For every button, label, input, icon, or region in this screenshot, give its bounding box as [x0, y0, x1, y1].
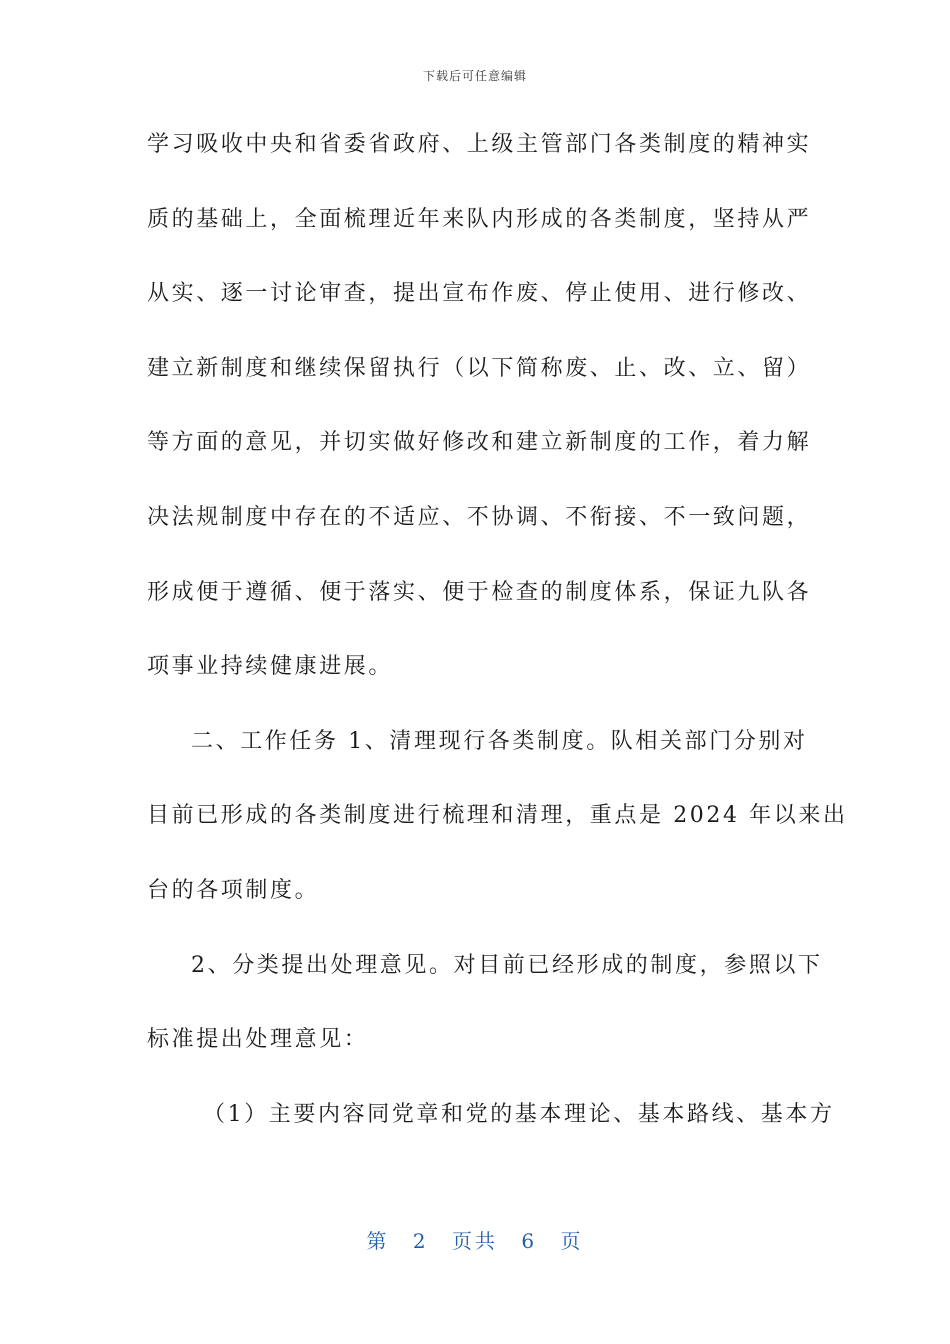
body-line: 从实、逐一讨论审查，提出宣布作废、停止使用、进行修改、 — [147, 281, 812, 307]
body-line: 决法规制度中存在的不适应、不协调、不衔接、不一致问题， — [147, 504, 812, 530]
body-line: （1）主要内容同党章和党的基本理论、基本路线、基本方 — [203, 1101, 835, 1127]
document-body — [147, 127, 848, 1171]
page-label-mid: 页共 — [452, 1229, 498, 1253]
current-page-number: 2 — [412, 1229, 429, 1253]
page-label-prefix: 第 — [366, 1229, 390, 1253]
body-line: 标准提出处理意见： — [147, 1027, 369, 1053]
header-note: 下载后可任意编辑 — [422, 69, 527, 83]
page-number-footer — [0, 1225, 950, 1254]
body-line: 项事业持续健康进展。 — [147, 654, 394, 680]
body-line: 形成便于遵循、便于落实、便于检查的制度体系，保证九队各 — [147, 579, 812, 605]
body-line: 目前已形成的各类制度进行梳理和清理，重点是 2024 年以来出 — [147, 803, 848, 829]
body-line: 等方面的意见，并切实做好修改和建立新制度的工作，着力解 — [147, 430, 812, 456]
body-line: 2、分类提出处理意见。对目前已经形成的制度，参照以下 — [191, 952, 823, 978]
body-line: 学习吸收中央和省委省政府、上级主管部门各类制度的精神实 — [147, 132, 812, 157]
page-label-suffix: 页 — [560, 1229, 584, 1253]
section-heading-line: 二、工作任务 1、清理现行各类制度。队相关部门分别对 — [191, 728, 808, 754]
body-line: 质的基础上，全面梳理近年来队内形成的各类制度，坚持从严 — [147, 206, 812, 232]
body-line: 建立新制度和继续保留执行（以下简称废、止、改、立、留） — [147, 355, 812, 381]
body-line: 台的各项制度。 — [147, 877, 320, 903]
total-pages-number: 6 — [521, 1229, 538, 1253]
